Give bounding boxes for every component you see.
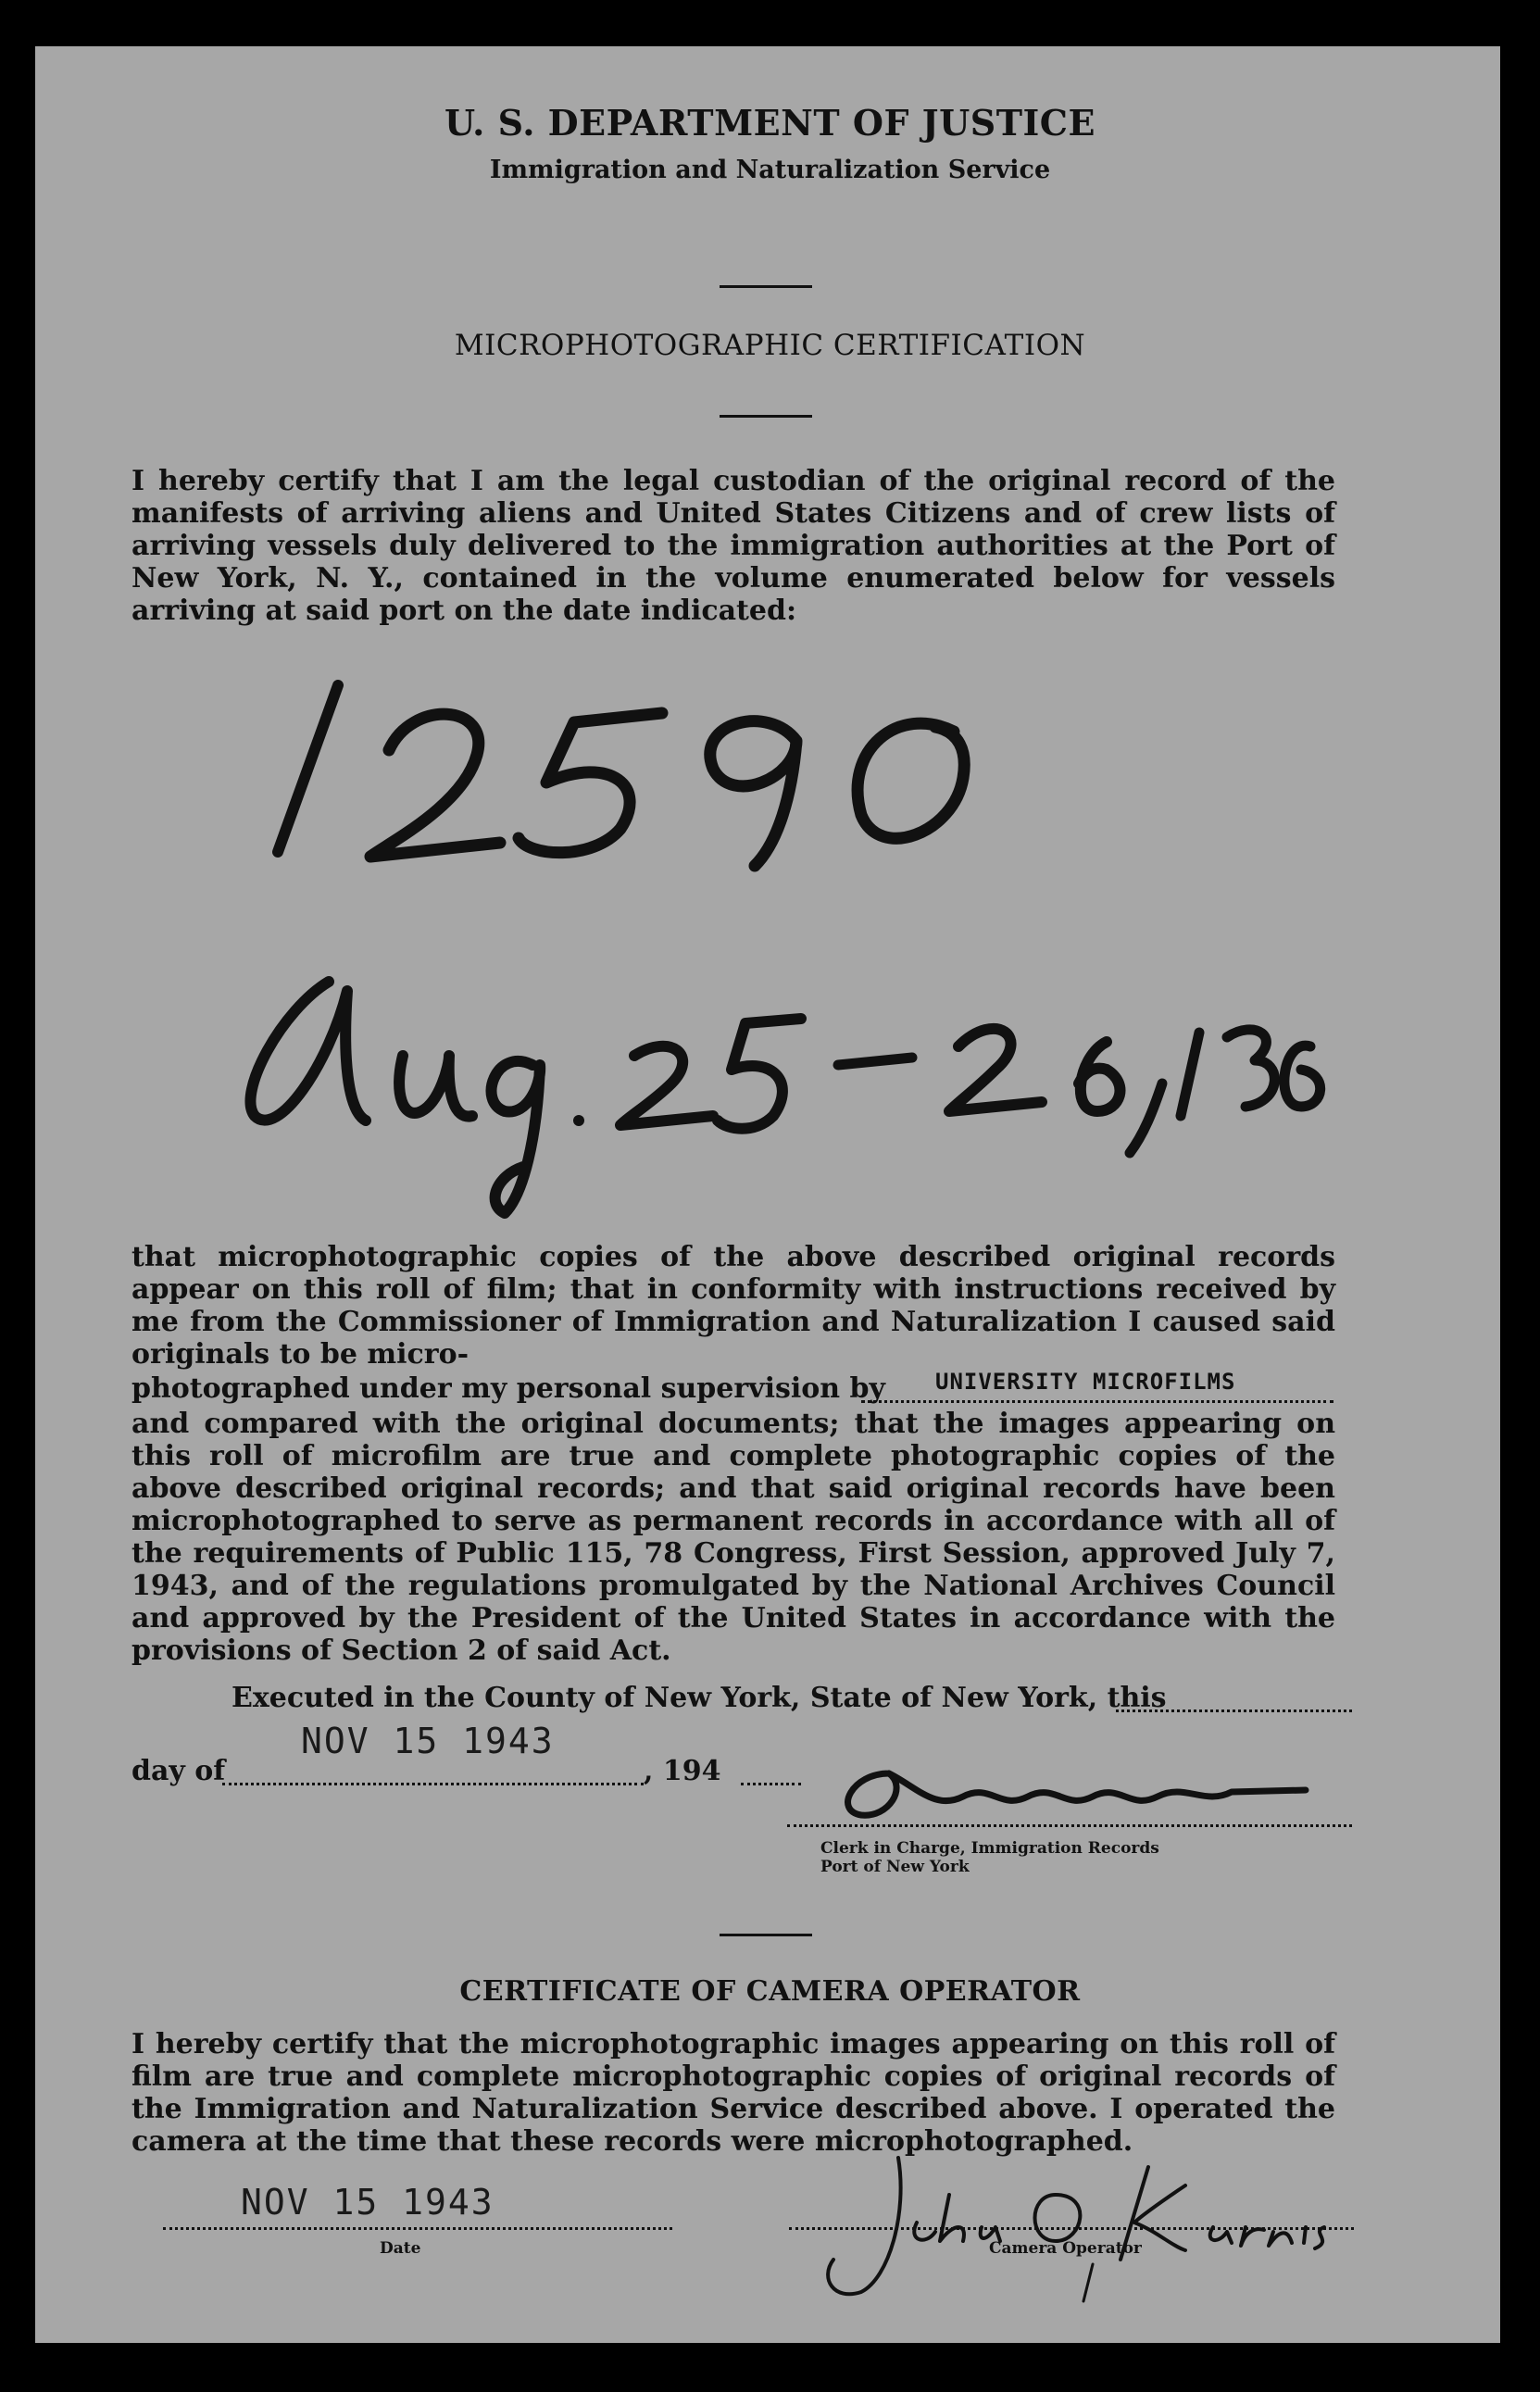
supervisor-name: UNIVERSITY MICROFILMS bbox=[935, 1369, 1236, 1395]
divider bbox=[720, 415, 812, 418]
clerk-title-line2: Port of New York bbox=[820, 1858, 970, 1876]
service-subheading: Immigration and Naturalization Service bbox=[489, 156, 1051, 184]
certification-title: MICROPHOTOGRAPHIC CERTIFICATION bbox=[454, 329, 1086, 362]
day-dotted-line bbox=[222, 1783, 644, 1785]
day-of-label: day of bbox=[131, 1755, 226, 1787]
camera-certificate-paragraph: I hereby certify that the microphotographic images appearing on this roll of film are true and complete microphotographic copies of original records of the Immigration and Naturalization Service described above. I operated the camera at the time that these records were microphotographed. bbox=[131, 2028, 1335, 2158]
department-heading: U. S. DEPARTMENT OF JUSTICE bbox=[444, 102, 1096, 144]
body-paragraph-part1: that microphotographic copies of the above described original records appear on this roll of film; that in conformity with instructions received by me from the Commissioner of Immigration and Naturalization I caused said originals to be micro- bbox=[131, 1241, 1335, 1371]
clerk-signature-line bbox=[787, 1824, 1352, 1827]
executed-dotted-line bbox=[1116, 1709, 1352, 1712]
clerk-title bbox=[820, 1839, 1159, 1876]
handwritten-date bbox=[227, 954, 1477, 1232]
date-label: Date bbox=[380, 2239, 421, 2258]
divider bbox=[720, 1934, 812, 1936]
clerk-title-line1: Clerk in Charge, Immigration Records bbox=[820, 1839, 1159, 1858]
year-dotted-line bbox=[741, 1783, 801, 1785]
camera-operator-label: Camera Operator bbox=[989, 2239, 1142, 2258]
divider bbox=[720, 285, 812, 288]
executed-line: Executed in the County of New York, State of New York, this bbox=[232, 1682, 1167, 1714]
body-paragraph-part2: and compared with the original documents; that the images appearing on this roll of microfilm are true and complete photographic copies of the above described original records; and that said original records have been microphotographed to serve as permanent records in accordance with all of the requirements of Public 115, 78 Congress, First Session, approved July 7, 1943, and of the regulations promulgated by the National Archives Council and approved by the President of the United States in accordance with the provisions of Section 2 of said Act. bbox=[131, 1408, 1335, 1667]
camera-certificate-title: CERTIFICATE OF CAMERA OPERATOR bbox=[459, 1975, 1081, 2008]
camera-date-stamp: NOV 15 1943 bbox=[241, 2182, 495, 2223]
handwritten-volume-number bbox=[250, 667, 1176, 870]
execution-date-stamp: NOV 15 1943 bbox=[301, 1721, 555, 1761]
operator-dotted-line bbox=[789, 2227, 1354, 2230]
year-suffix: , 194 bbox=[644, 1755, 721, 1787]
supervisor-dotted-line bbox=[861, 1400, 1333, 1403]
camera-operator-signature bbox=[778, 2139, 1389, 2306]
supervision-label: photographed under my personal supervision by bbox=[131, 1372, 885, 1405]
intro-paragraph: I hereby certify that I am the legal custodian of the original record of the manifests of arriving aliens and United States Citizens and of crew lists of arriving vessels duly delivered to the immigration authorities at the Port of New York, N. Y., contained in the volume enumerated below for vessels arriving at said port on the date indicated: bbox=[131, 465, 1335, 627]
clerk-signature bbox=[815, 1755, 1324, 1829]
date-dotted-line bbox=[163, 2227, 672, 2230]
